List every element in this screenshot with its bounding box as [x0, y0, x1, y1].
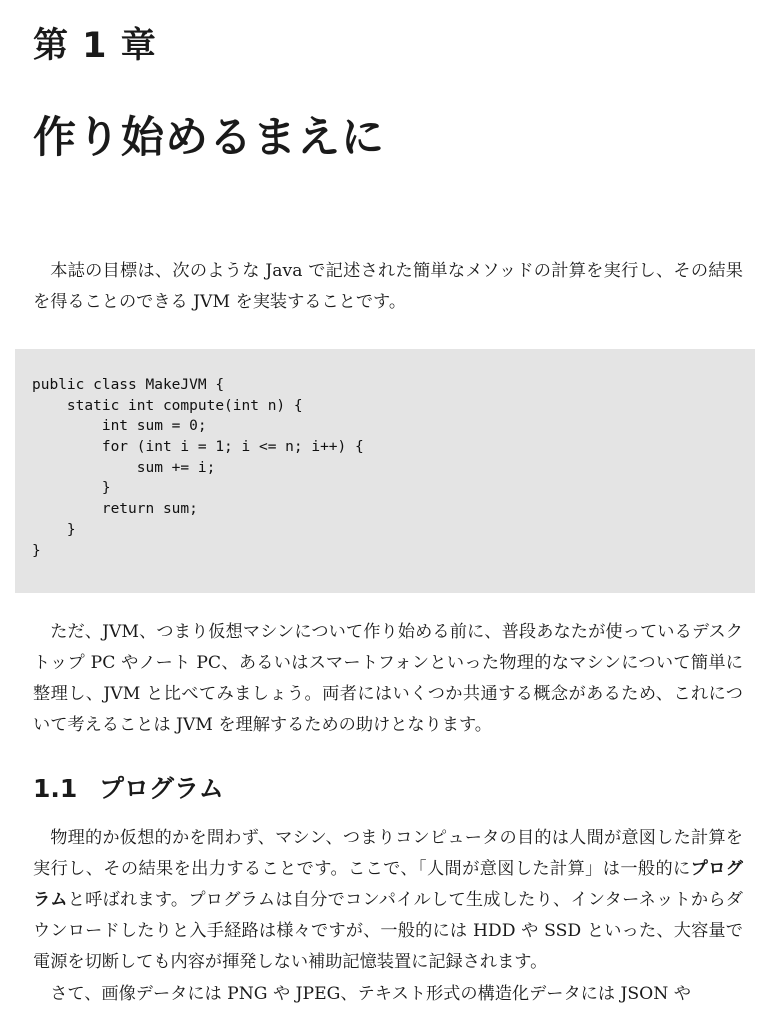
section-number: 1.1 [33, 774, 78, 803]
code-block [15, 349, 755, 593]
code-line: } [32, 521, 76, 538]
paragraph-text: と呼ばれます。プログラムは自分でコンパイルして生成したり、インターネットからダウンロードしたりと入手経路は様々ですが、一般的には HDD や SSD といった、大容量で電源を切断しても内容が揮発しない補助記憶装置に記録されます。 [33, 890, 743, 972]
code-line: public class MakeJVM { [32, 377, 225, 393]
code-line: } [32, 480, 111, 497]
after-code-paragraph: ただ、JVM、つまり仮想マシンについて作り始める前に、普段あなたが使っているデスクトップ PC やノート PC、あるいはスマートフォンといった物理的なマシンについて簡単に整理し、JVM と比べてみましょう。両者にはいくつか共通する概念があるため、これについて考えることは JVM を理解するための助けとなります。 [33, 622, 743, 735]
code-line: for (int i = 1; i <= n; i++) { [32, 439, 364, 456]
section-paragraph-1 [33, 823, 743, 978]
paragraph-text: 物理的か仮想的かを問わず、マシン、つまりコンピュータの目的は人間が意図した計算を実行し、その結果を出力することです。ここで、「人間が意図した計算」は一般的に [33, 828, 743, 879]
code-line: static int compute(int n) { [32, 397, 303, 414]
code-line: } [32, 542, 41, 559]
chapter-label: 第 1 章 [33, 26, 157, 66]
code-line: return sum; [32, 501, 198, 518]
chapter-title: 作り始めるまえに [33, 113, 385, 163]
section-heading [33, 771, 224, 807]
section-paragraph-2: さて、画像データには PNG や JPEG、テキスト形式の構造化データには JSON や [50, 984, 691, 1004]
term-program: プログラム [33, 859, 743, 910]
code-line: sum += i; [32, 459, 216, 476]
section-title: プログラム [99, 774, 224, 803]
code-line: int sum = 0; [32, 418, 207, 435]
intro-paragraph: 本誌の目標は、次のような Java で記述された簡単なメソッドの計算を実行し、その結果を得ることのできる JVM を実装することです。 [33, 261, 743, 312]
